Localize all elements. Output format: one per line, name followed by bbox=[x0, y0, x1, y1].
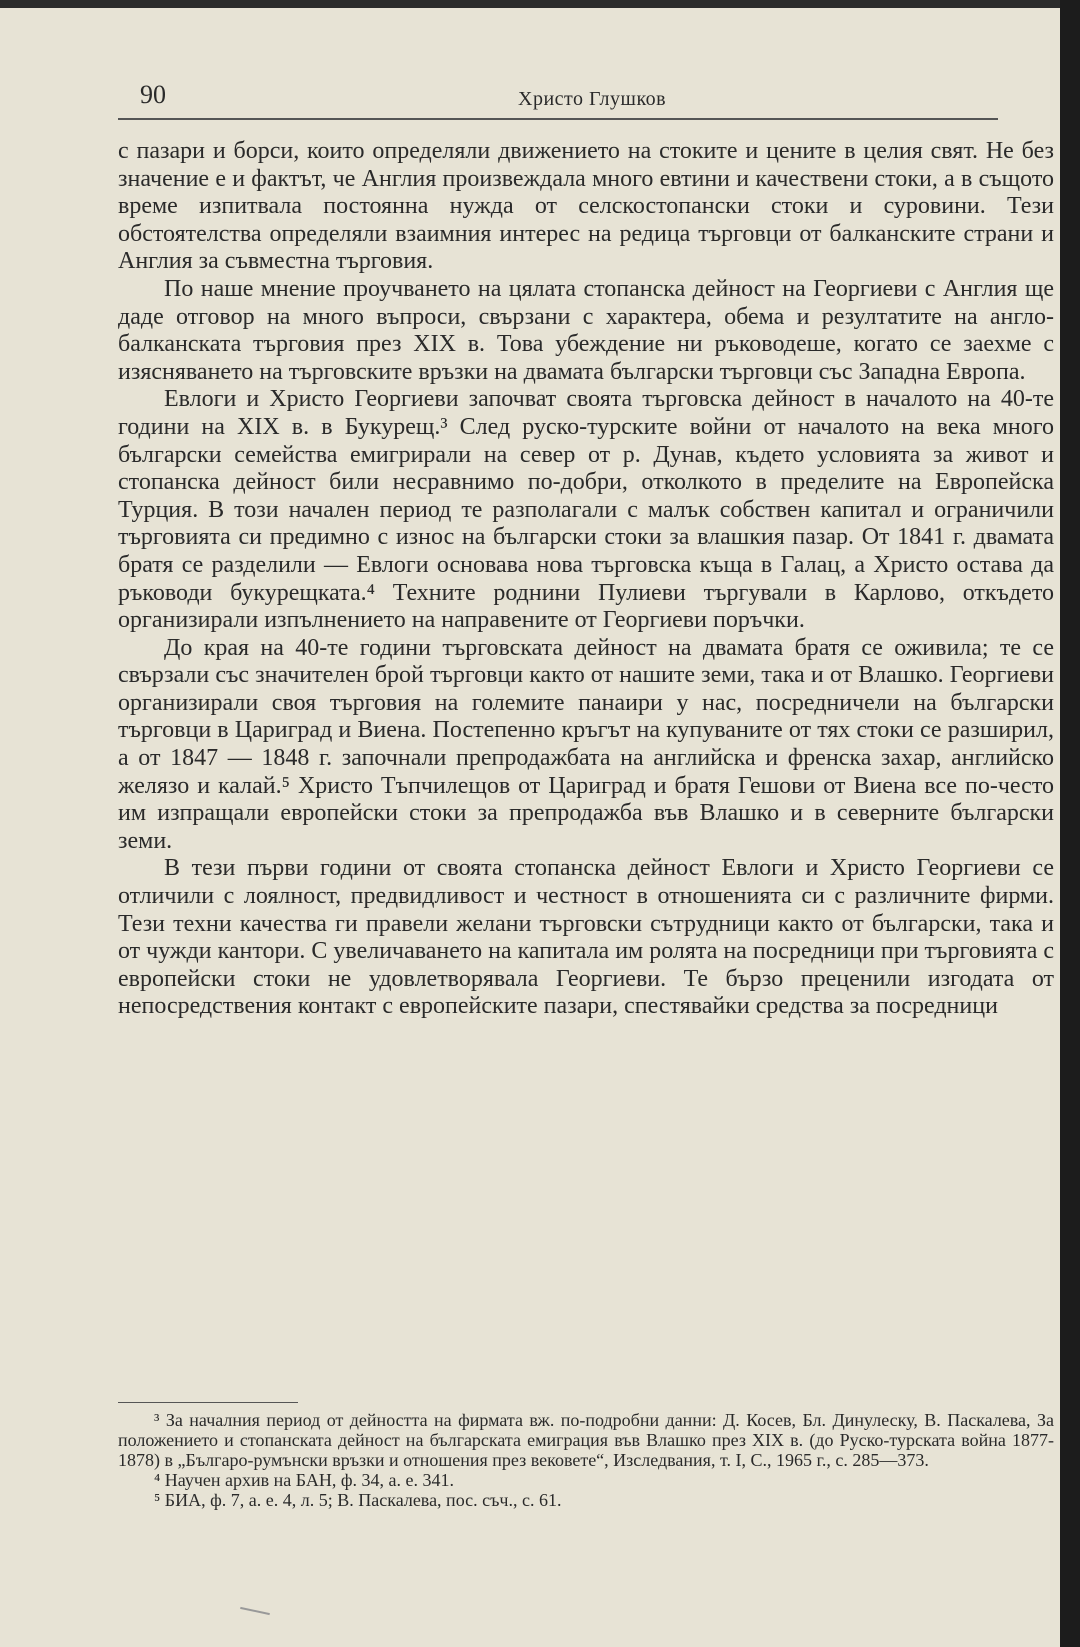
scan-mark bbox=[240, 1607, 270, 1615]
page-number: 90 bbox=[140, 80, 166, 109]
page-header bbox=[118, 78, 998, 120]
footnote: ³ За началния период от дейността на фирмата вж. по-подробни данни: Д. Косев, Бл. Динулеску, В. Паскалева, За положението и стопанската дейност на българската емиграция във Влашко през XIX в. (до Руско-турската война 1877-1878) в „Българо-румънски връзки и отношения през вековете“, Изследвания, т. I, С., 1965 г., с. 285—373. bbox=[118, 1410, 1054, 1470]
paragraph: Евлоги и Христо Георгиеви започват своята търговска дейност в началото на 40-те години на XIX в. в Букурещ.³ След руско-турските войни от началото на века много български семейства емигрирали на север от р. Дунав, където условията за живот и стопанска дейност били несравнимо по-добри, отколкото в пределите на Европейска Турция. В този начален период те разполагали с малък собствен капитал и ограничили търговията си предимно с износ на български стоки за влашкия пазар. От 1841 г. двамата братя се разделили — Евлоги основава нова търговска къща в Галац, а Христо остава да ръководи букурещката.⁴ Техните роднини Пулиеви търгували в Карлово, откъдето организирали изпълнението на направените от Георгиеви поръчки. bbox=[118, 386, 1054, 634]
paragraph: До края на 40-те години търговската дейност на двамата братя се оживила; те се свързали със значителен брой търговци както от нашите земи, така и от Влашко. Георгиеви организирали своя търговия на големите панаири у нас, посредничели на български търговци в Цариград и Виена. Постепенно кръгът на купуваните от тях стоки се разширил, а от 1847 — 1848 г. започнали препродажбата на английска и френска захар, английско желязо и калай.⁵ Христо Тъпчилещов от Цариград и братя Гешови от Виена все по-често им изпращали европейски стоки за препродажба във Влашко и в северните български земи. bbox=[118, 634, 1054, 854]
paragraph: В тези първи години от своята стопанска дейност Евлоги и Христо Георгиеви се отличили с лоялност, предвидливост и честност в отношенията си с различните фирми. Тези техни качества ги правели желани търговски сътрудници както от български, така и от чужди кантори. С увеличаването на капитала им ролята на посредници при търговията с европейски стоки не удовлетворявала Георгиеви. Те бързо преценили изгодата от непосредствения контакт с европейските пазари, спестявайки средства за посредници bbox=[118, 855, 1054, 1020]
running-head: Христо Глушков bbox=[518, 88, 667, 110]
paragraph: По наше мнение проучването на цялата стопанска дейност на Георгиеви с Англия ще даде отговор на много въпроси, свързани с характера, обема и резултатите на англо-балканската търговия през XIX в. Това убеждение ни ръководеше, когато се заехме с изясняването на търговските връзки на двамата български търговци със Западна Европа. bbox=[118, 275, 1054, 385]
footnote-divider bbox=[118, 1402, 298, 1403]
scan-top-edge bbox=[0, 0, 1060, 8]
footnote: ⁵ БИА, ф. 7, а. е. 4, л. 5; В. Паскалева, пос. съч., с. 61. bbox=[154, 1490, 562, 1510]
footnotes bbox=[118, 1410, 1054, 1510]
footnote: ⁴ Научен архив на БАН, ф. 34, а. е. 341. bbox=[154, 1470, 455, 1490]
paragraph: с пазари и борси, които определяли движението на стоките и цените в целия свят. Не без значение е и фактът, че Англия произвеждала много евтини и качествени стоки, а в същото време изпитвала постоянна нужда от селскостопански стоки и суровини. Тези обстоятелства определяли взаимния интерес на редица търговци от балканските страни и Англия за съвместна търговия. bbox=[118, 138, 1054, 275]
body-text bbox=[118, 138, 1054, 1021]
